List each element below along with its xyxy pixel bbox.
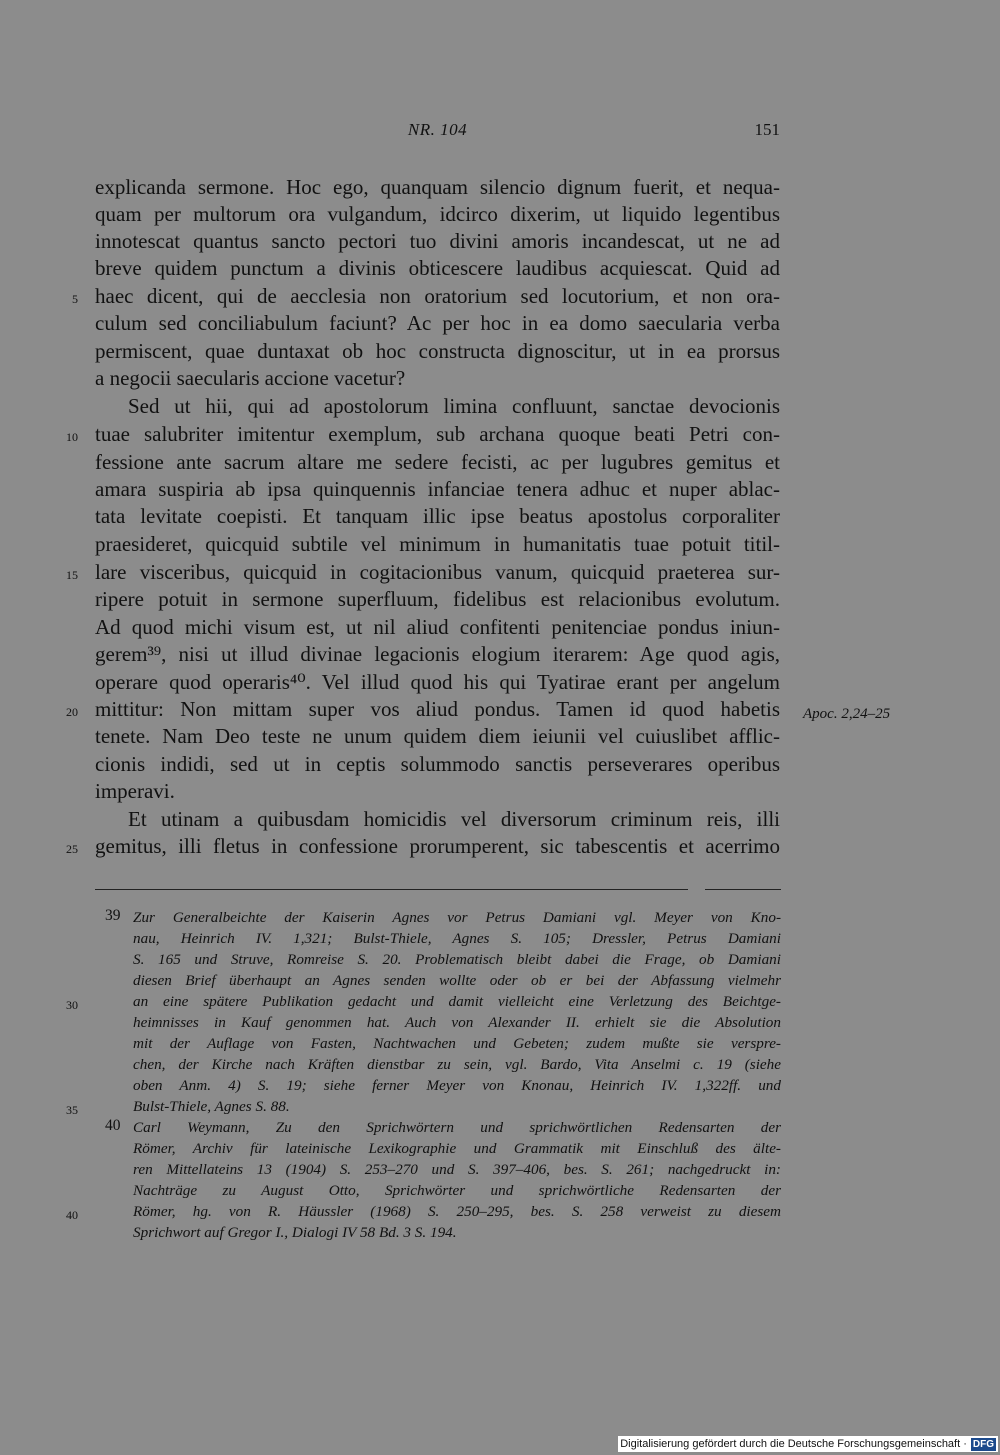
text-line: culum sed conciliabulum faciunt? Ac per hoc in ea domo saecularia verba xyxy=(95,311,780,335)
text-line: permiscent, quae duntaxat ob hoc constructa dignoscitur, ut in ea prorsus xyxy=(95,339,780,363)
footnote-line: Römer, hg. von R. Häussler (1968) S. 250–295, bes. S. 258 verweist zu diesem xyxy=(133,1203,781,1220)
footnote-line: diesen Brief überhaupt an Agnes senden wollte oder ob er bei der Abfassung vielmehr xyxy=(133,972,781,989)
footnote-number: 40 xyxy=(105,1117,121,1134)
text-line: praesideret, quicquid subtile vel minimum in humanitatis tuae potuit titil- xyxy=(95,532,780,556)
footnote-line: Nachträge zu August Otto, Sprichwörter und sprichwörtliche Redensarten der xyxy=(133,1182,781,1199)
text-line: imperavi. xyxy=(95,779,175,803)
text-line: mittitur: Non mittam super vos aliud pondus. Tamen id quod habetis xyxy=(95,697,780,721)
text-line: tuae salubriter imitentur exemplum, sub archana quoque beati Petri con- xyxy=(95,422,780,446)
footnote-line: Carl Weymann, Zu den Sprichwörtern und sprichwörtlichen Redensarten der xyxy=(133,1119,781,1136)
footnote-line: oben Anm. 4) S. 19; siehe ferner Meyer von Knonau, Heinrich IV. 1,322ff. und xyxy=(133,1077,781,1094)
text-line: explicanda sermone. Hoc ego, quanquam silencio dignum fuerit, et nequa- xyxy=(95,175,780,199)
text-line: quam per multorum ora vulgandum, idcirco dixerim, ut liquido legentibus xyxy=(95,202,780,226)
footnote-line: Zur Generalbeichte der Kaiserin Agnes vor Petrus Damiani vgl. Meyer von Kno- xyxy=(133,909,781,926)
text-line: Sed ut hii, qui ad apostolorum limina confluunt, sanctae devocionis xyxy=(128,394,780,418)
line-number: 30 xyxy=(66,998,78,1012)
text-line: tata levitate coepisti. Et tanquam illic ipse beatus apostolus corporaliter xyxy=(95,504,780,528)
running-header xyxy=(95,120,780,144)
footnote-number: 39 xyxy=(105,907,121,924)
text-line: tenete. Nam Deo teste ne unum quidem diem ieiunii vel cuiuslibet afflic- xyxy=(95,724,780,748)
text-line: lare visceribus, quicquid in cogitacionibus vanum, quicquid praeterea sur- xyxy=(95,560,780,584)
dfg-logo: DFG xyxy=(972,1438,994,1450)
text-line: gerem³⁹, nisi ut illud divinae legacionis elogium iterarem: Age quod agis, xyxy=(95,642,780,666)
page-number: 151 xyxy=(754,120,780,139)
text-line: ripere potuit in sermone superfluum, fidelibus est relacionibus evolutum. xyxy=(95,587,780,611)
text-line: amara suspiria ab ipsa quinquennis infanciae tenera adhuc et nuper ablac- xyxy=(95,477,780,501)
margin-reference: Apoc. 2,24–25 xyxy=(803,706,891,722)
footnote-rule xyxy=(705,889,781,890)
line-number: 15 xyxy=(66,568,78,582)
text-line: a negocii saecularis accione vacetur? xyxy=(95,366,406,390)
line-number: 25 xyxy=(66,842,78,856)
footnote-line: chen, der Kirche nach Kräften dienstbar zu sein, vgl. Bardo, Vita Anselmi c. 19 (siehe xyxy=(133,1056,781,1073)
footnote-line: Sprichwort auf Gregor I., Dialogi IV 58 Bd. 3 S. 194. xyxy=(133,1224,457,1241)
text-line: fessione ante sacrum altare me sedere fecisti, ac per lugubres gemitus et xyxy=(95,450,780,474)
line-number: 40 xyxy=(66,1208,78,1222)
text-line: operare quod operaris⁴⁰. Vel illud quod his qui Tyatirae erant per angelum xyxy=(95,670,780,694)
footnote-line: nau, Heinrich IV. 1,321; Bulst-Thiele, Agnes S. 105; Dressler, Petrus Damiani xyxy=(133,930,781,947)
line-number: 10 xyxy=(66,430,78,444)
footnote-line: S. 165 und Struve, Romreise S. 20. Problematisch bleibt dabei die Frage, ob Damiani xyxy=(133,951,781,968)
line-number: 5 xyxy=(72,292,78,306)
text-line: gemitus, illi fletus in confessione prorumperent, sic tabescentis et acerrimo xyxy=(95,834,780,858)
text-line: breve quidem punctum a divinis obticescere laudibus acquiescat. Quid ad xyxy=(95,256,780,280)
footnote-line: mit der Auflage von Fasten, Nachtwachen und Gebeten; zudem mußte sie verspre- xyxy=(133,1035,781,1052)
text-line: Et utinam a quibusdam homicidis vel diversorum criminum reis, illi xyxy=(128,807,780,831)
running-title: NR. 104 xyxy=(407,120,468,139)
footnote-rule xyxy=(95,889,688,890)
text-line: Ad quod michi visum est, ut nil aliud confitenti penitenciae pondus iniun- xyxy=(95,615,780,639)
text-line: haec dicent, qui de aecclesia non oratorium sed locutorium, et non ora- xyxy=(95,284,780,308)
funding-text: Digitalisierung gefördert durch die Deutsche Forschungsgemeinschaft · xyxy=(620,1438,967,1450)
footnote-line: an eine spätere Publikation gedacht und damit vielleicht eine Verletzung des Beichtge- xyxy=(133,993,781,1010)
text-line: cionis indidi, sed ut in ceptis solummodo sanctis perseverares operibus xyxy=(95,752,780,776)
funding-footer xyxy=(618,1436,998,1452)
line-number: 20 xyxy=(66,705,78,719)
footnote-line: Bulst-Thiele, Agnes S. 88. xyxy=(133,1098,290,1115)
footnote-line: Römer, Archiv für lateinische Lexikographie und Grammatik mit Einschluß des älte- xyxy=(133,1140,781,1157)
line-number: 35 xyxy=(66,1103,78,1117)
text-line: innotescat quantus sancto pectori tuo divini amoris incandescat, ut ne ad xyxy=(95,229,780,253)
footnote-line: heimnisses in Kauf genommen hat. Auch von Alexander II. erhielt sie die Absolution xyxy=(133,1014,781,1031)
footnote-line: ren Mittellateins 13 (1904) S. 253–270 und S. 397–406, bes. S. 261; nachgedruckt in: xyxy=(133,1161,781,1178)
